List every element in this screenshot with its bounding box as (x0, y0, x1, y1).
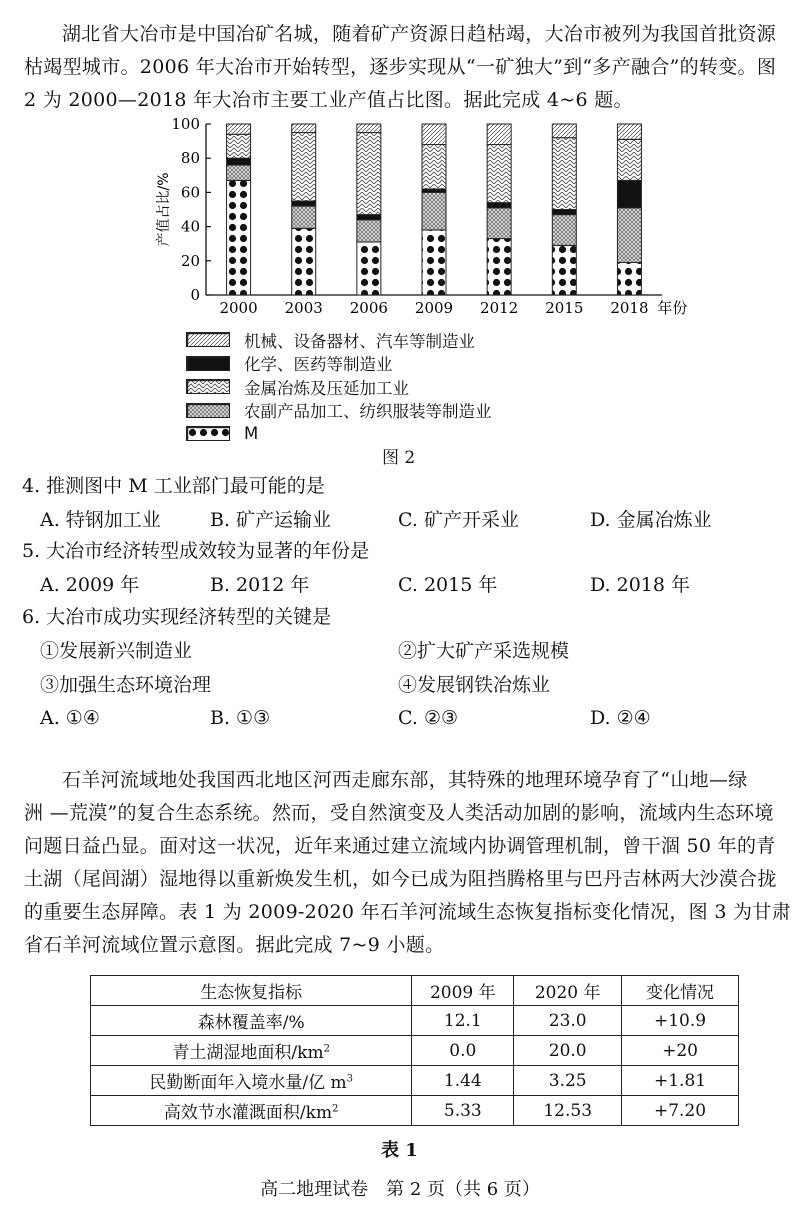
legend-label: 化学、医药等制造业 (244, 355, 393, 375)
bar-segment (292, 124, 316, 133)
bar-segment (552, 215, 576, 246)
passage-line: 问题日益凸显。面对这一状况，近年来通过建立流域内协调管理机制，曾干涸 50 年的青 (24, 835, 776, 857)
bar-segment (292, 133, 316, 201)
x-tick-label: 2003 (284, 299, 323, 317)
passage-1 (24, 18, 786, 117)
legend-item (186, 422, 492, 446)
legend-label: 金属冶炼及压延加工业 (244, 378, 409, 398)
bar-segment (292, 201, 316, 206)
legend-item (186, 352, 492, 376)
x-tick-label: 2009 (414, 299, 454, 317)
table-cell: 12.53 (514, 1096, 622, 1126)
legend-label: 机械、设备器材、汽车等制造业 (244, 331, 475, 351)
table-cell: 5.33 (412, 1096, 514, 1126)
legend-item (186, 375, 492, 399)
table-cell: +7.20 (622, 1096, 739, 1126)
passage-line: 的重要生态屏障。表 1 为 2009-2020 年石羊河流域生态恢复指标变化情况，图 3 为甘肃 (24, 901, 791, 923)
industry-share-chart (150, 112, 690, 324)
y-tick-label: 60 (180, 183, 200, 202)
chart-legend (186, 328, 492, 446)
bar-segment (422, 145, 446, 189)
question-6-item-2: ②扩大矿产采选规模 (398, 640, 570, 662)
bar-segment (227, 158, 251, 165)
legend-swatch-metal (186, 379, 230, 394)
table-header-row (91, 976, 739, 1006)
bar-segment (357, 215, 381, 220)
legend-swatch-m (186, 426, 230, 441)
bar-segment (357, 220, 381, 242)
question-4-stem: 4. 推测图中 M 工业部门最可能的是 (22, 475, 325, 497)
table-cell: 0.0 (412, 1036, 514, 1066)
legend-label: 农副产品加工、纺织服装等制造业 (244, 402, 492, 422)
table-row (91, 1096, 739, 1126)
bar-segment (422, 124, 446, 145)
passage-line: 枯竭型城市。2006 年大冶市开始转型，逐步实现从“一矿独大”到“多产融合”的转变。图 (24, 56, 777, 78)
question-5-option-a: A. 2009 年 (40, 574, 140, 596)
table-header-cell: 生态恢复指标 (91, 976, 412, 1006)
table-header-cell: 2020 年 (514, 976, 622, 1006)
table-cell: +1.81 (622, 1066, 739, 1096)
question-6-option-d: D. ②④ (590, 707, 651, 729)
table-row (91, 1036, 739, 1066)
ecology-table (90, 975, 739, 1126)
y-tick-label: 40 (180, 217, 200, 236)
question-4-option-d: D. 金属冶炼业 (590, 509, 712, 531)
table-cell-indicator: 森林覆盖率/% (91, 1006, 412, 1036)
passage-line: 省石羊河流域位置示意图。据此完成 7~9 小题。 (24, 934, 445, 956)
table-cell: 20.0 (514, 1036, 622, 1066)
table-header-cell: 变化情况 (622, 976, 739, 1006)
table-cell: +10.9 (622, 1006, 739, 1036)
passage-line: 洲 —荒漠”的复合生态系统。然而，受自然演变及人类活动加剧的影响，流域内生态环境 (24, 802, 774, 824)
y-tick-label: 80 (180, 149, 200, 168)
table-cell-indicator: 青土湖湿地面积$/km^2$ (91, 1036, 412, 1066)
bar-segment (227, 124, 251, 134)
bar-segment (357, 133, 381, 215)
table-cell: 12.1 (412, 1006, 514, 1036)
bar-segment (227, 134, 251, 158)
bar-segment (357, 124, 381, 133)
question-5-stem: 5. 大冶市经济转型成效较为显著的年份是 (22, 540, 370, 562)
question-6-option-b: B. ①③ (210, 707, 271, 729)
x-tick-label: 2006 (349, 299, 388, 317)
table-cell: 1.44 (412, 1066, 514, 1096)
question-5-option-c: C. 2015 年 (398, 574, 498, 596)
y-tick-label: 20 (180, 251, 200, 270)
bar-segment (487, 203, 511, 208)
table-row (91, 1066, 739, 1096)
question-6-item-1: ①发展新兴制造业 (40, 640, 193, 662)
passage-line: 2 为 2000—2018 年大冶市主要工业产值占比图。据此完成 4~6 题。 (24, 89, 633, 111)
bar-segment (422, 192, 446, 230)
table-row (91, 1006, 739, 1036)
question-4-option-b: B. 矿产运输业 (210, 509, 332, 531)
bar-segment (292, 228, 316, 295)
x-axis-label: 年份 (657, 299, 688, 317)
chart-bars (227, 124, 642, 295)
bar-segment (227, 180, 251, 295)
table-cell: 23.0 (514, 1006, 622, 1036)
bar-segment (487, 145, 511, 203)
legend-item (186, 328, 492, 352)
table-cell: 3.25 (514, 1066, 622, 1096)
x-tick-label: 2015 (545, 299, 584, 317)
y-axis-label: 产值占比/% (156, 172, 172, 247)
bar-segment (422, 230, 446, 295)
bar-segment (422, 189, 446, 192)
bar-segment (617, 263, 641, 295)
question-4-option-c: C. 矿产开采业 (398, 509, 519, 531)
question-6-item-4: ④发展钢铁冶炼业 (398, 674, 551, 696)
bar-segment (487, 239, 511, 295)
y-tick-label: 100 (171, 115, 200, 133)
table-cell-indicator: 民勤断面年入境水量/亿 $m^3$ (91, 1066, 412, 1096)
bar-segment (487, 124, 511, 145)
legend-label: M (244, 424, 259, 444)
bar-segment (617, 208, 641, 263)
x-tick-label: 2012 (480, 299, 519, 317)
bar-segment (552, 124, 576, 138)
passage-line: 土湖（尾闾湖）湿地得以重新焕发生机，如今已成为阻挡腾格里与巴丹吉林两大沙漠合拢 (24, 868, 777, 890)
y-tick-label: 0 (190, 286, 200, 304)
table-cell: +20 (622, 1036, 739, 1066)
question-6-option-c: C. ②③ (398, 707, 459, 729)
figure-caption: 图 2 (382, 448, 416, 468)
legend-swatch-agri (186, 403, 230, 418)
passage-line: 石羊河流域地处我国西北地区河西走廊东部，其特殊的地理环境孕育了“山地—绿 (62, 769, 748, 791)
bar-segment (617, 180, 641, 207)
table-cell-indicator: 高效节水灌溉面积$/km^2$ (91, 1096, 412, 1126)
question-5-option-d: D. 2018 年 (590, 574, 691, 596)
question-6-stem: 6. 大冶市成功实现经济转型的关键是 (22, 606, 332, 628)
passage-line: 湖北省大冶市是中国冶矿名城，随着矿产资源日趋枯竭，大冶市被列为我国首批资源 (62, 23, 777, 45)
passage-2 (24, 764, 791, 962)
bar-segment (487, 208, 511, 239)
question-6-option-a: A. ①④ (40, 707, 100, 729)
question-6-item-3: ③加强生态环境治理 (40, 674, 212, 696)
legend-swatch-chemical (186, 356, 230, 371)
bar-segment (357, 242, 381, 295)
page-footer: 高二地理试卷 第 2 页（共 6 页） (260, 1179, 540, 1200)
bar-segment (617, 139, 641, 180)
bar-segment (552, 210, 576, 215)
legend-item (186, 399, 492, 423)
bar-segment (552, 245, 576, 295)
x-tick-label: 2000 (219, 299, 258, 317)
legend-swatch-machinery (186, 332, 230, 347)
table-header-cell: 2009 年 (412, 976, 514, 1006)
chart-svg (150, 112, 690, 324)
bar-segment (552, 138, 576, 210)
bar-segment (292, 206, 316, 228)
bar-segment (227, 165, 251, 180)
x-tick-label: 2018 (610, 299, 649, 317)
question-4-option-a: A. 特钢加工业 (40, 509, 161, 531)
question-5-option-b: B. 2012 年 (210, 574, 310, 596)
table-caption: 表 1 (381, 1140, 418, 1161)
bar-segment (617, 124, 641, 139)
